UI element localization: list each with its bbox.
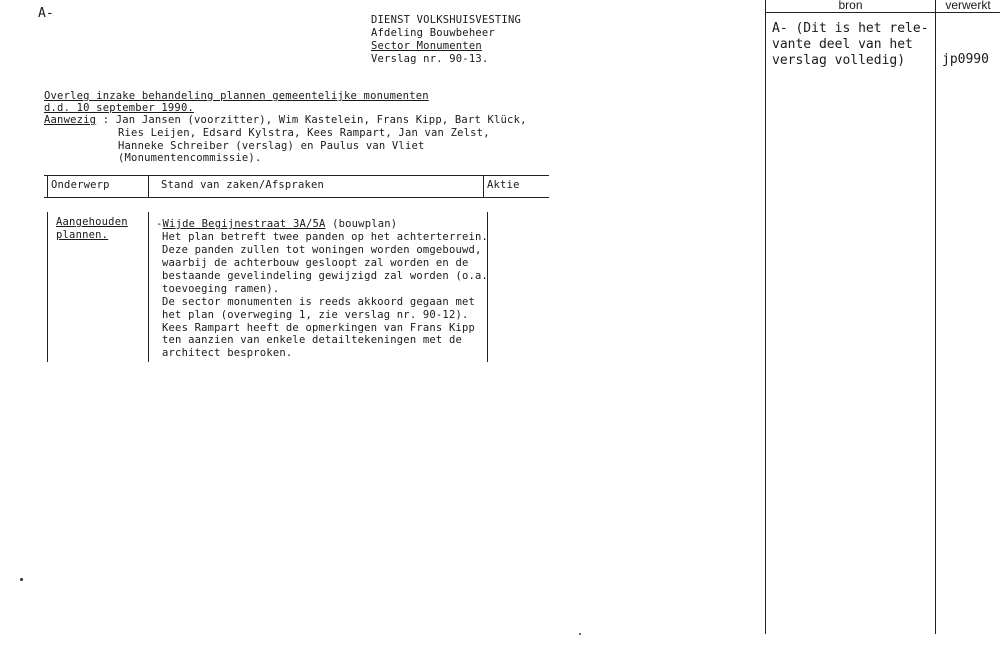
column-header-action: Aktie	[487, 179, 520, 191]
attendees-line-1: Jan Jansen (voorzitter), Wim Kastelein, Frans Kipp, Bart Klück,	[115, 114, 527, 126]
column-header-subject: Onderwerp	[51, 179, 110, 191]
scan-speck	[579, 633, 581, 635]
bron-note-line-2: vante deel van het	[772, 37, 913, 52]
table-body-divider-1	[47, 212, 48, 362]
letterhead-department: DIENST VOLKSHUISVESTING	[371, 14, 521, 26]
status-line-7: het plan (overweging 1, zie verslag nr. 90-12).	[162, 309, 469, 321]
table-body-divider-2	[148, 212, 149, 362]
status-line-10: architect besproken.	[162, 347, 293, 359]
verwerkt-column-header: verwerkt	[945, 0, 991, 12]
margin-left-border	[765, 0, 766, 634]
row-address	[156, 218, 397, 231]
letterhead-report-number: Verslag nr. 90-13.	[371, 53, 489, 65]
status-line-4: bestaande gevelindeling gewijzigd zal worden (o.a.	[162, 270, 489, 282]
column-header-status: Stand van zaken/Afspraken	[161, 179, 325, 191]
attendees-label: Aanwezig	[44, 114, 97, 126]
address-dash: -	[156, 218, 163, 230]
status-line-3: waarbij de achterbouw gesloopt zal worden en de	[162, 257, 469, 269]
verwerkt-code: jp0990	[942, 52, 989, 67]
attendees-line-2: Ries Leijen, Edsard Kylstra, Kees Rampart, Jan van Zelst,	[118, 127, 490, 139]
page-mark: A-	[38, 6, 54, 21]
bron-note-line-3: verslag volledig)	[772, 53, 906, 68]
table-header-divider-1	[47, 175, 48, 197]
bron-column-header: bron	[838, 0, 863, 12]
table-header-divider-3	[483, 175, 484, 197]
meeting-title: Overleg inzake behandeling plannen gemeentelijke monumenten	[44, 90, 429, 102]
status-line-5: toevoeging ramen).	[162, 283, 280, 295]
status-line-6: De sector monumenten is reeds akkoord gegaan met	[162, 296, 476, 308]
letterhead-division: Afdeling Bouwbeheer	[371, 27, 495, 39]
attendees-separator: :	[96, 114, 116, 126]
bron-note-line-1: A- (Dit is het rele-	[772, 21, 929, 36]
meeting-date: d.d. 10 september 1990.	[44, 102, 194, 114]
attendees-line-4: (Monumentencommissie).	[118, 152, 262, 164]
row-subject-line-2: plannen.	[56, 229, 109, 241]
table-header-divider-2	[148, 175, 149, 197]
status-line-8: Kees Rampart heeft de opmerkingen van Frans Kipp	[162, 322, 476, 334]
table-header-rule	[44, 197, 549, 198]
scan-speck	[20, 578, 23, 581]
address-type: (bouwplan)	[325, 218, 398, 230]
table-top-rule	[44, 175, 549, 176]
address-street: Wijde Begijnestraat 3A/5A	[162, 218, 326, 230]
margin-header-rule	[765, 12, 1000, 13]
attendees-line-3: Hanneke Schreiber (verslag) en Paulus van Vliet	[118, 140, 425, 152]
status-line-9: ten aanzien van enkele detailtekeningen met de	[162, 334, 462, 346]
attendees-row	[44, 114, 527, 127]
margin-middle-border	[935, 0, 936, 634]
status-line-1: Het plan betreft twee panden op het achterterrein.	[162, 231, 489, 243]
status-line-2: Deze panden zullen tot woningen worden omgebouwd,	[162, 244, 482, 256]
row-subject-line-1: Aangehouden	[56, 216, 128, 228]
letterhead-sector: Sector Monumenten	[371, 40, 482, 52]
